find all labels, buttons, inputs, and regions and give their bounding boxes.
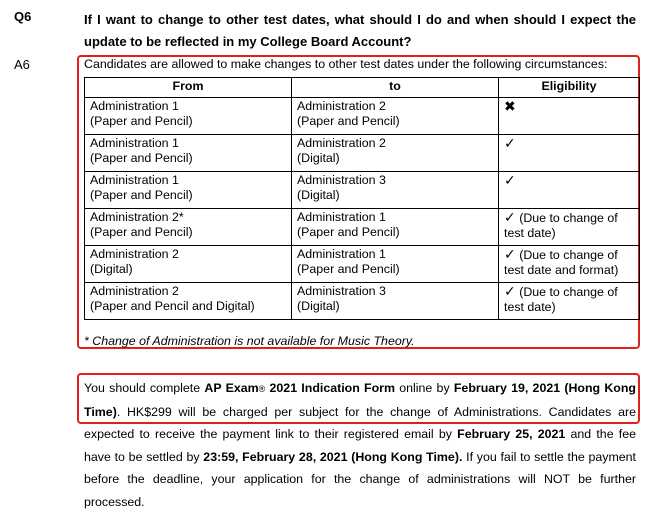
- to-admin: Administration 2: [297, 99, 386, 113]
- footnote: * Change of Administration is not available for Music Theory.: [84, 334, 415, 348]
- from-admin: Administration 1: [90, 173, 179, 187]
- cell-to: [292, 246, 499, 283]
- para-text-1: You should complete: [84, 381, 205, 395]
- cell-to: [292, 98, 499, 135]
- para-bold-form: 2021 Indication Form: [265, 381, 396, 395]
- from-format: (Paper and Pencil): [90, 188, 193, 202]
- table-row: [85, 246, 640, 283]
- from-admin: Administration 2: [90, 284, 179, 298]
- table-row: [85, 209, 640, 246]
- cell-from: [85, 98, 292, 135]
- to-format: (Digital): [297, 188, 340, 202]
- check-icon: ✓: [504, 246, 516, 262]
- cell-eligibility: [499, 283, 640, 320]
- table-row: [85, 172, 640, 209]
- cell-from: [85, 135, 292, 172]
- para-text-3: . HK$299 will be charged per subject for the change of Administrations. Candidates are expected to receive the payment link to their registered email by: [84, 404, 636, 441]
- eligibility-note-line1: (Due to change of: [519, 211, 618, 225]
- header-to: to: [292, 78, 499, 98]
- from-format: (Paper and Pencil): [90, 225, 193, 239]
- to-admin: Administration 1: [297, 247, 386, 261]
- check-icon: ✓: [504, 209, 516, 225]
- eligibility-table: [84, 77, 640, 320]
- to-format: (Paper and Pencil): [297, 262, 400, 276]
- answer-intro: Candidates are allowed to make changes to other test dates under the following circumstances:: [84, 57, 608, 71]
- answer-label: A6: [14, 57, 30, 72]
- cell-to: [292, 172, 499, 209]
- eligibility-note-line1: (Due to change of: [519, 285, 618, 299]
- question-text: If I want to change to other test dates, what should I do and when should I expect the update to be reflected in my College Board Account?: [84, 12, 636, 49]
- to-admin: Administration 2: [297, 136, 386, 150]
- cell-eligibility: [499, 135, 640, 172]
- check-icon: ✓: [504, 135, 516, 151]
- cell-eligibility: [499, 209, 640, 246]
- eligibility-note-line1: (Due to change of: [519, 248, 618, 262]
- to-format: (Digital): [297, 151, 340, 165]
- cell-to: [292, 283, 499, 320]
- from-format: (Paper and Pencil and Digital): [90, 299, 255, 313]
- cell-eligibility: [499, 246, 640, 283]
- cell-eligibility: [499, 172, 640, 209]
- table-row: [85, 98, 640, 135]
- from-admin: Administration 1: [90, 99, 179, 113]
- check-icon: ✓: [504, 283, 516, 299]
- to-format: (Paper and Pencil): [297, 114, 400, 128]
- cell-from: [85, 172, 292, 209]
- header-from: From: [85, 78, 292, 98]
- cell-from: [85, 246, 292, 283]
- cell-from: [85, 283, 292, 320]
- cross-icon: ✖: [504, 98, 516, 114]
- from-admin: Administration 1: [90, 136, 179, 150]
- to-admin: Administration 1: [297, 210, 386, 224]
- para-bold-exam: AP Exam: [204, 381, 259, 395]
- from-format: (Paper and Pencil): [90, 114, 193, 128]
- para-bold-payment-link-date: February 25, 2021: [457, 427, 566, 441]
- cell-to: [292, 209, 499, 246]
- eligibility-note-line2: test date and format): [504, 263, 619, 277]
- table-header-row: [85, 78, 640, 98]
- para-bold-deadline: February 19, 2021 (Hong Kong Time): [84, 381, 636, 419]
- cell-from: [85, 209, 292, 246]
- eligibility-note-line2: test date): [504, 226, 556, 240]
- to-format: (Digital): [297, 299, 340, 313]
- table-row: [85, 135, 640, 172]
- from-format: (Digital): [90, 262, 133, 276]
- cell-eligibility: [499, 98, 640, 135]
- para-bold-settle-deadline: 23:59, February 28, 2021 (Hong Kong Time).: [203, 449, 463, 464]
- table-row: [85, 283, 640, 320]
- eligibility-note-line2: test date): [504, 300, 556, 314]
- to-admin: Administration 3: [297, 173, 386, 187]
- check-icon: ✓: [504, 172, 516, 188]
- from-admin: Administration 2: [90, 247, 179, 261]
- from-admin: Administration 2*: [90, 210, 184, 224]
- para-text-5: If you fail to settle the payment before the deadline, your application for the change of administrations will NOT be further processed.: [84, 449, 636, 509]
- to-format: (Paper and Pencil): [297, 225, 400, 239]
- to-admin: Administration 3: [297, 284, 386, 298]
- header-eligibility: Eligibility: [499, 78, 640, 98]
- para-text-4: and the fee have to be settled by: [84, 427, 636, 464]
- registered-mark: ®: [258, 384, 266, 394]
- from-format: (Paper and Pencil): [90, 151, 193, 165]
- cell-to: [292, 135, 499, 172]
- instruction-paragraph: [84, 377, 636, 513]
- question-label: Q6: [14, 9, 32, 24]
- para-text-2: online by: [395, 381, 454, 395]
